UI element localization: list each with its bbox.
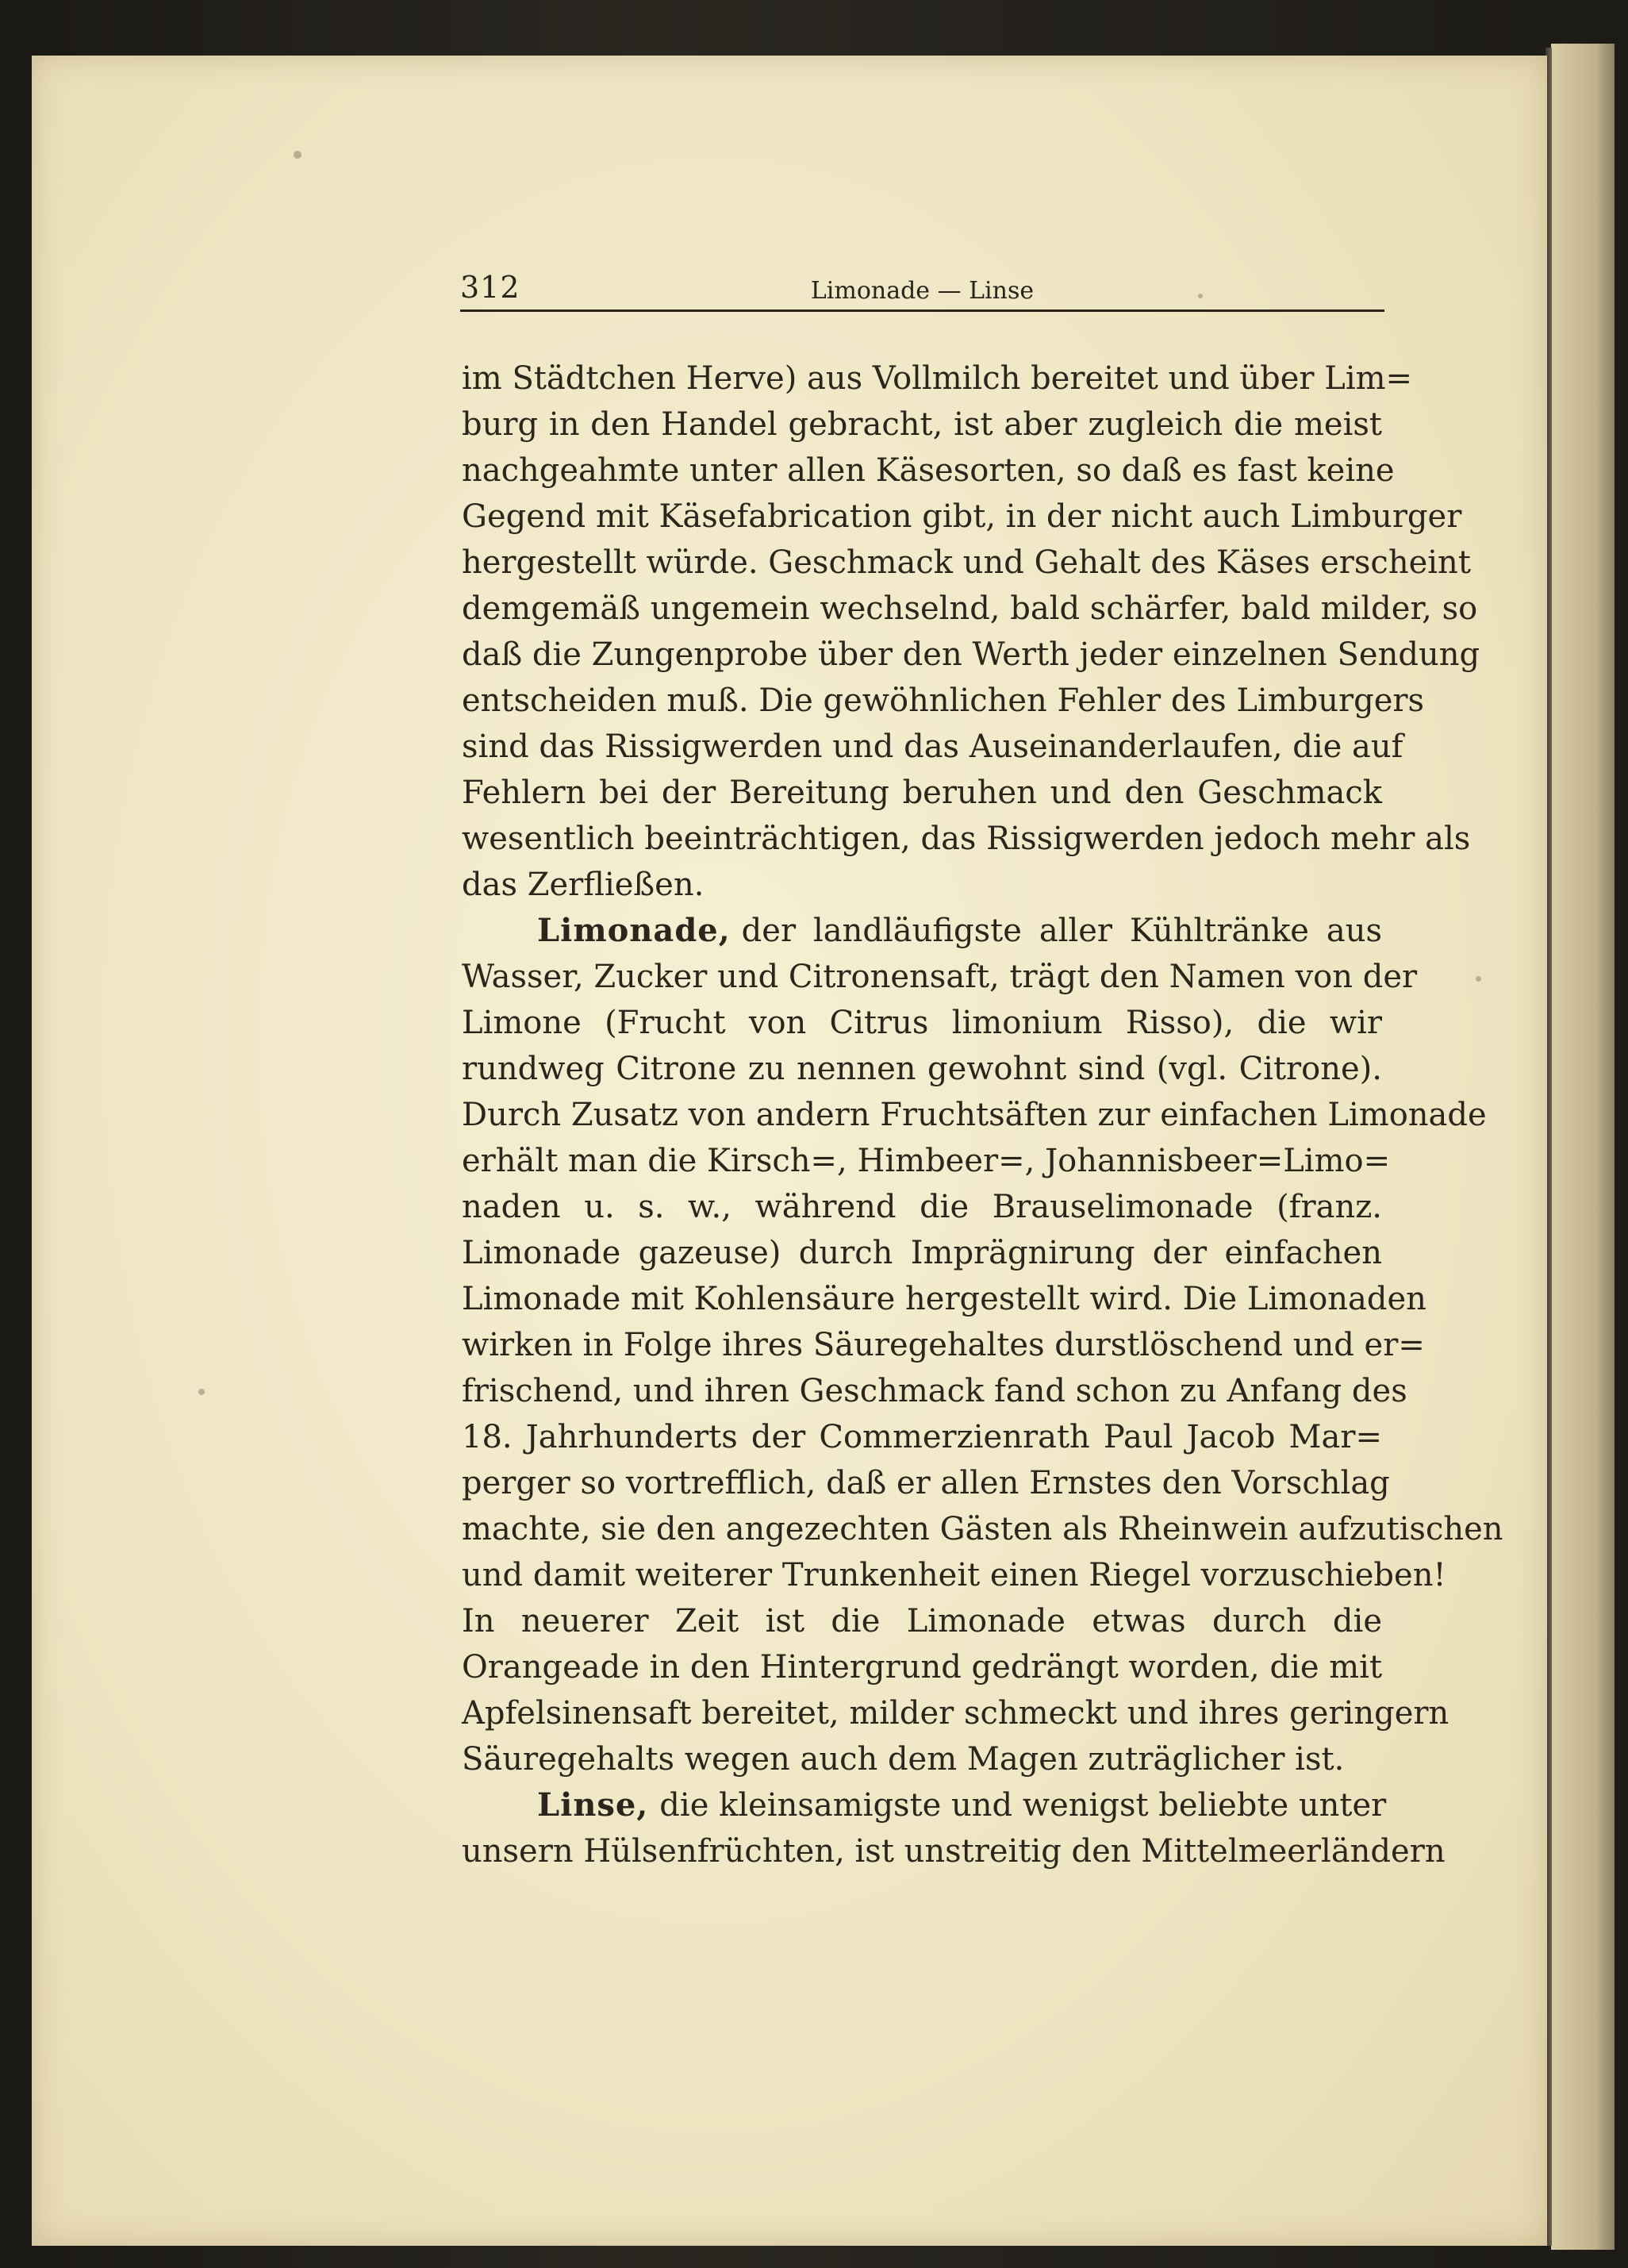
text-line: Limonade gazeuse) durch Imprägnirung der einfachen bbox=[462, 1235, 1382, 1271]
text-line: sind das Rissigwerden und das Auseinanderlaufen, die auf bbox=[462, 728, 1403, 765]
page-number: 312 bbox=[460, 270, 520, 305]
text-line: im Städtchen Herve) aus Vollmilch bereitet und über Lim= bbox=[462, 360, 1413, 397]
running-title: Limonade — Linse bbox=[810, 277, 1035, 305]
lemma-headword: Linse, bbox=[537, 1786, 649, 1824]
entry-limonade bbox=[462, 908, 1503, 1782]
text-line: Fehlern bei der Bereitung beruhen und den Geschmack bbox=[462, 775, 1382, 811]
paper-speck bbox=[294, 151, 301, 159]
text-line: hergestellt würde. Geschmack und Gehalt des Käses erscheint bbox=[462, 544, 1471, 581]
text-line: wesentlich beeinträchtigen, das Rissigwerden jedoch mehr als bbox=[462, 821, 1471, 857]
text-line: und damit weiterer Trunkenheit einen Riegel vorzuschieben! bbox=[462, 1557, 1446, 1593]
paper-speck bbox=[198, 1389, 205, 1395]
text-line: 18. Jahrhunderts der Commerzienrath Paul Jacob Mar= bbox=[462, 1419, 1382, 1455]
text-line: machte, sie den angezechten Gästen als Rheinwein aufzutischen bbox=[462, 1511, 1503, 1547]
text-line: daß die Zungenprobe über den Werth jeder einzelnen Sendung bbox=[462, 636, 1480, 673]
text-line: burg in den Handel gebracht, ist aber zugleich die meist bbox=[462, 406, 1382, 443]
text-line: wirken in Folge ihres Säuregehaltes durstlöschend und er= bbox=[462, 1327, 1425, 1363]
text-line: Limonade mit Kohlensäure hergestellt wird. Die Limonaden bbox=[462, 1281, 1426, 1317]
text-line: unsern Hülsenfrüchten, ist unstreitig den Mittelmeerländern bbox=[462, 1833, 1446, 1870]
text-line: Apfelsinensaft bereitet, milder schmeckt und ihres geringern bbox=[462, 1695, 1449, 1732]
paragraph-limburger-continuation bbox=[462, 356, 1480, 908]
facing-page-edge bbox=[1551, 44, 1615, 2250]
text-line: nachgeahmte unter allen Käsesorten, so daß es fast keine bbox=[462, 452, 1395, 489]
lemma-headword: Limonade, bbox=[537, 912, 731, 949]
text-run: die kleinsamigste und wenigst beliebte unter bbox=[659, 1787, 1387, 1824]
text-line: Säuregehalts wegen auch dem Magen zuträglicher ist. bbox=[462, 1741, 1345, 1778]
text-line: Durch Zusatz von andern Fruchtsäften zur einfachen Limonade bbox=[462, 1097, 1487, 1133]
text-line: rundweg Citrone zu nennen gewohnt sind (vgl. Citrone). bbox=[462, 1051, 1382, 1087]
text-line: Limone (Frucht von Citrus limonium Risso), die wir bbox=[462, 1005, 1382, 1041]
text-line: In neuerer Zeit ist die Limonade etwas durch die bbox=[462, 1603, 1382, 1639]
text-line: demgemäß ungemein wechselnd, bald schärfer, bald milder, so bbox=[462, 590, 1478, 627]
entry-first-line bbox=[462, 1782, 1387, 1828]
entry-linse bbox=[462, 1782, 1446, 1874]
text-line: das Zerfließen. bbox=[462, 867, 705, 903]
text-run: der landläufigste aller Kühltränke aus bbox=[741, 913, 1382, 949]
body-text bbox=[462, 356, 1503, 1874]
text-line: Wasser, Zucker und Citronensaft, trägt den Namen von der bbox=[462, 959, 1418, 995]
text-line: frischend, und ihren Geschmack fand schon zu Anfang des bbox=[462, 1373, 1407, 1409]
paper-speck bbox=[1476, 976, 1481, 982]
page-header bbox=[460, 270, 1384, 312]
text-line: Gegend mit Käsefabrication gibt, in der nicht auch Limburger bbox=[462, 498, 1462, 535]
text-line: naden u. s. w., während die Brauselimonade (franz. bbox=[462, 1189, 1382, 1225]
text-line: perger so vortrefflich, daß er allen Ernstes den Vorschlag bbox=[462, 1465, 1390, 1501]
text-line: Orangeade in den Hintergrund gedrängt worden, die mit bbox=[462, 1649, 1383, 1686]
text-line: erhält man die Kirsch=, Himbeer=, Johannisbeer=Limo= bbox=[462, 1143, 1391, 1179]
entry-first-line bbox=[462, 908, 1382, 954]
text-line: entscheiden muß. Die gewöhnlichen Fehler des Limburgers bbox=[462, 682, 1425, 719]
